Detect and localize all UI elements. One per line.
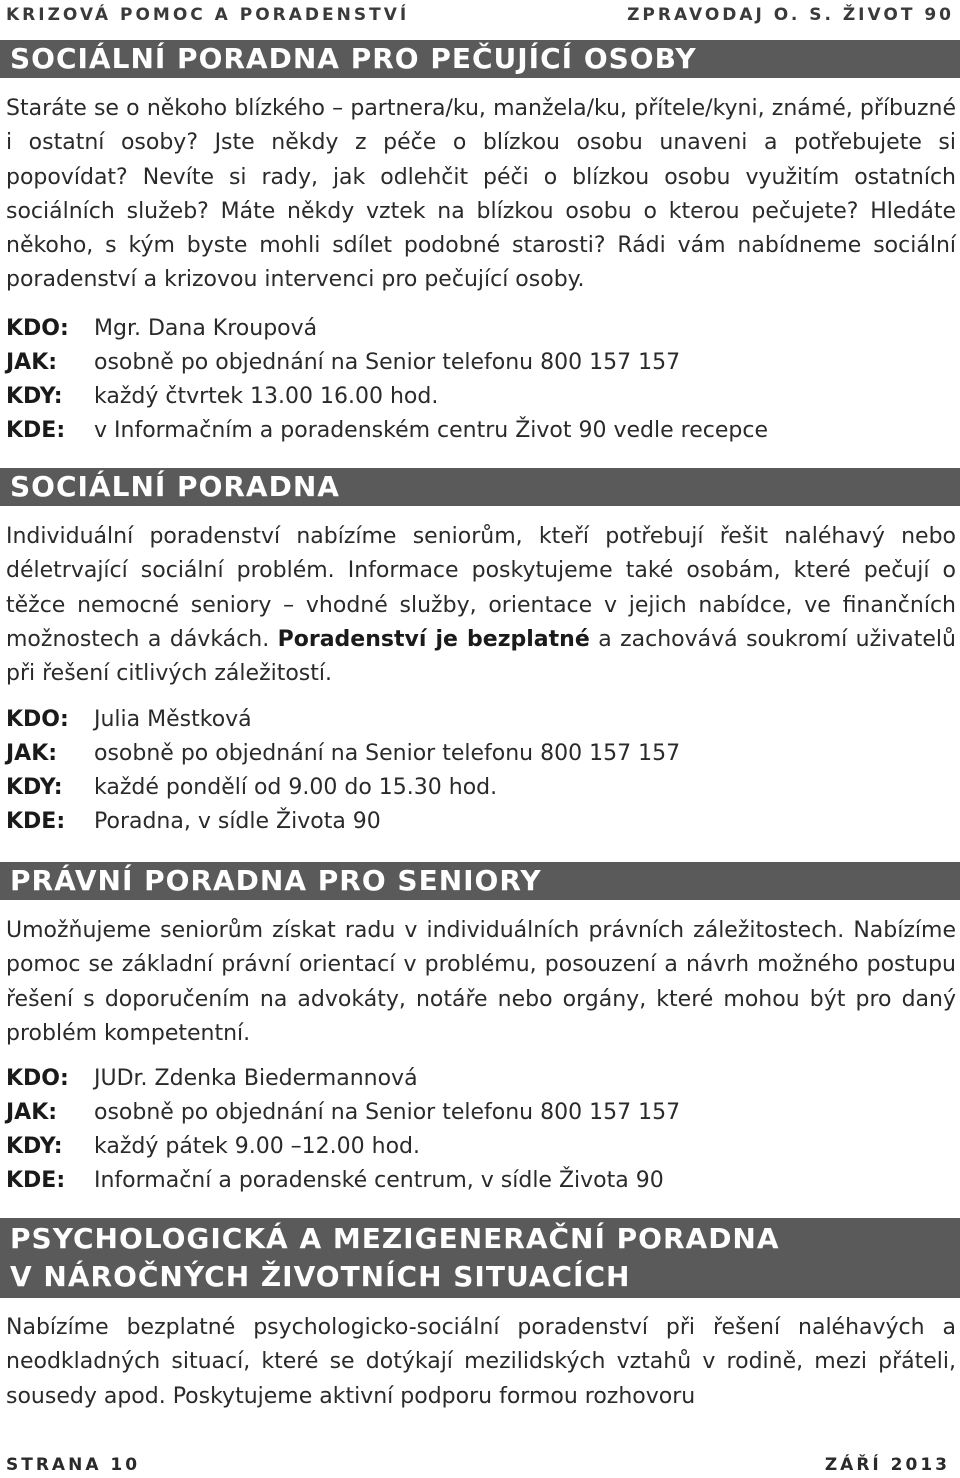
info-label: KDY: (6, 775, 63, 800)
info-row-when (6, 771, 956, 805)
header-section-name: KRIZOVÁ POMOC A PORADENSTVÍ (6, 5, 410, 25)
section-text-social (6, 520, 956, 691)
info-row-who (6, 703, 956, 737)
section-title-legal: PRÁVNÍ PORADNA PRO SENIORY (0, 862, 960, 900)
page-header (6, 2, 954, 28)
info-label: KDE: (6, 1168, 66, 1193)
footer-date: ZÁŘÍ 2013 (824, 1455, 950, 1475)
info-label: JAK: (6, 350, 58, 375)
info-label: KDO: (6, 1066, 69, 1091)
info-label: JAK: (6, 1100, 58, 1125)
info-label: KDE: (6, 418, 66, 443)
footer-page-number: STRANA 10 (6, 1455, 141, 1475)
info-value: Informační a poradenské centrum, v sídle Života 90 (94, 1168, 664, 1193)
info-label: KDY: (6, 1134, 63, 1159)
info-row-who (6, 1062, 956, 1096)
contact-info-caregivers (6, 312, 956, 448)
info-label: JAK: (6, 741, 58, 766)
info-label: KDE: (6, 809, 66, 834)
info-value: osobně po objednání na Senior telefonu 800 157 157 (94, 1100, 681, 1125)
header-publication: ZPRAVODAJ O. S. ŽIVOT 90 (627, 5, 954, 25)
info-value: v Informačním a poradenském centru Život 90 vedle recepce (94, 418, 768, 443)
info-value: každé pondělí od 9.00 do 15.30 hod. (94, 775, 498, 800)
info-row-how (6, 1096, 956, 1130)
section-text-psychological: Nabízíme bezplatné psychologicko-sociální poradenství při řešení naléhavých a neodkladných situací, které se dotýkají mezilidských vztahů v rodině, mezi přáteli, sousedy apod. Poskytujeme aktivní podporu formou rozhovoru (6, 1315, 956, 1409)
info-row-who (6, 312, 956, 346)
section-title-social: SOCIÁLNÍ PORADNA (0, 468, 960, 506)
info-value: osobně po objednání na Senior telefonu 800 157 157 (94, 741, 681, 766)
info-label: KDY: (6, 384, 63, 409)
section-title-line2: V NÁROČNÝCH ŽIVOTNÍCH SITUACÍCH (10, 1260, 631, 1293)
social-text-part-a: Individuální poradenství nabízíme seniorům, kteří potřebují řešit naléhavý nebo déletrvající sociální problém. Informace poskytujeme také osobám, které pečují o těžce nemocné seniory – vhodné služby, orientace v jejich nabídce, ve finančních možnostech a dávkách. (6, 524, 956, 652)
info-value: každý čtvrtek 13.00 16.00 hod. (94, 384, 439, 409)
info-row-where (6, 1164, 956, 1198)
info-value: každý pátek 9.00 –12.00 hod. (94, 1134, 421, 1159)
page-footer (6, 1452, 950, 1478)
info-value: Poradna, v sídle Života 90 (94, 809, 381, 834)
info-label: KDO: (6, 707, 69, 732)
section-text-caregivers: Staráte se o někoho blízkého – partnera/ku, manžela/ku, přítele/kyni, známé, příbuzné i ostatní osoby? Jste někdy z péče o blízkou osobu unaveni a potřebujete si popovídat? Nevíte si rady, jak odlehčit péči o blízkou osobu využitím ostatních sociálních služeb? Máte někdy vztek na blízkou osobu o kterou pečujete? Hledáte někoho, s kým byste mohli sdílet podobné starosti? Rádi vám nabídneme sociální poradenství a krizovou intervenci pro pečující osoby. (6, 96, 956, 293)
info-row-where (6, 414, 956, 448)
section-text-legal: Umožňujeme seniorům získat radu v individuálních právních záležitostech. Nabízíme pomoc se základní právní orientací v problému, posouzení a návrh možného postupu řešení s doporučením na advokáty, notáře nebo orgány, které mohou být pro daný problém kompetentní. (6, 918, 956, 1046)
info-row-where (6, 805, 956, 839)
info-value: osobně po objednání na Senior telefonu 800 157 157 (94, 350, 681, 375)
info-row-how (6, 346, 956, 380)
info-row-when (6, 1130, 956, 1164)
info-row-how (6, 737, 956, 771)
info-value: JUDr. Zdenka Biedermannová (94, 1066, 418, 1091)
info-row-when (6, 380, 956, 414)
social-text-bold: Poradenství je bezplatné (277, 626, 590, 652)
section-title-line1: PSYCHOLOGICKÁ A MEZIGENERAČNÍ PORADNA (10, 1222, 780, 1255)
info-value: Mgr. Dana Kroupová (94, 316, 318, 341)
info-label: KDO: (6, 316, 69, 341)
section-title-caregivers: SOCIÁLNÍ PORADNA PRO PEČUJÍCÍ OSOBY (0, 40, 960, 78)
social-text-part-b: a zachovává soukromí uživatelů při řešení citlivých záležitostí. (6, 626, 956, 687)
info-value: Julia Městková (94, 707, 252, 732)
contact-info-social (6, 703, 956, 839)
contact-info-legal (6, 1062, 956, 1198)
section-title-psychological (0, 1218, 960, 1298)
